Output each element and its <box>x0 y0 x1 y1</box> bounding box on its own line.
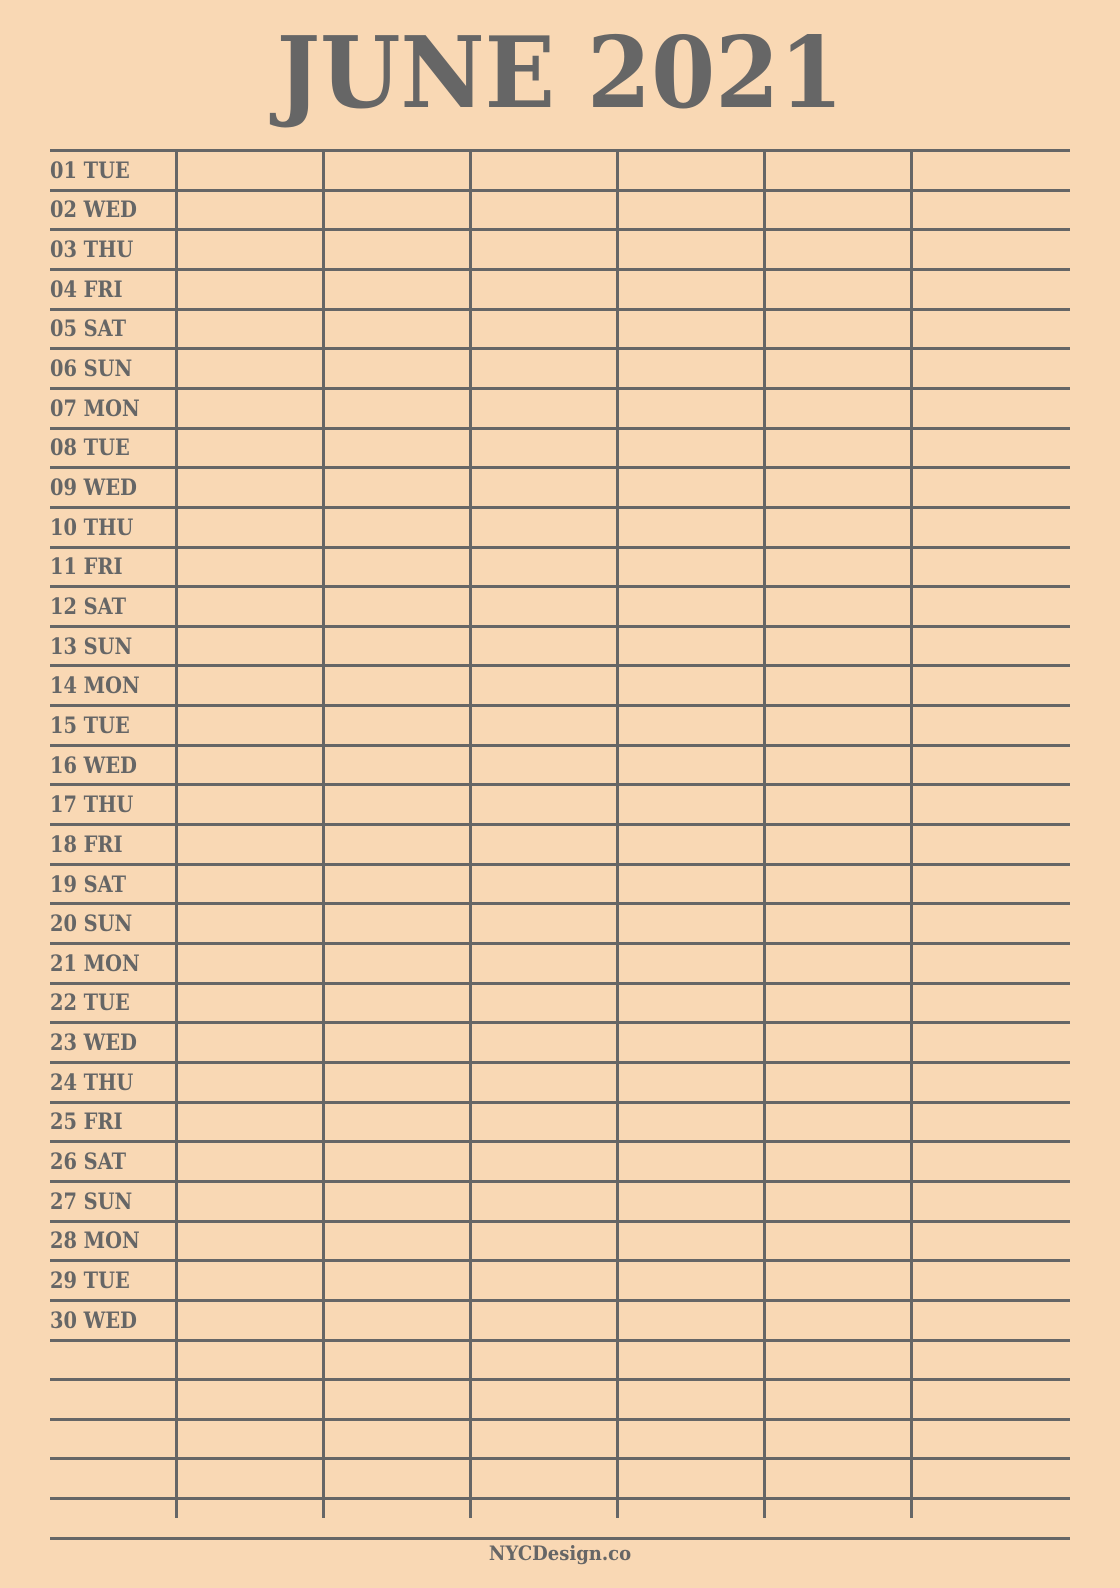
day-label: 07 MON <box>50 396 140 422</box>
row-divider <box>50 823 1070 826</box>
day-label: 21 MON <box>50 951 140 977</box>
day-label: 10 THU <box>50 515 134 541</box>
row-divider <box>50 664 1070 667</box>
row-divider <box>50 744 1070 747</box>
day-label: 29 TUE <box>50 1268 130 1294</box>
day-label: 02 WED <box>50 197 137 223</box>
day-label: 13 SUN <box>50 634 133 660</box>
row-divider <box>50 228 1070 231</box>
row-divider <box>50 982 1070 985</box>
day-label: 24 THU <box>50 1070 134 1096</box>
day-label: 27 SUN <box>50 1189 133 1215</box>
row-divider <box>50 1101 1070 1104</box>
day-label: 12 SAT <box>50 594 127 620</box>
day-label: 04 FRI <box>50 277 123 303</box>
page-title: JUNE 2021 <box>276 16 844 131</box>
day-label: 05 SAT <box>50 316 127 342</box>
row-divider <box>50 506 1070 509</box>
day-label: 09 WED <box>50 475 137 501</box>
day-label: 20 SUN <box>50 911 133 937</box>
day-label: 28 MON <box>50 1228 140 1254</box>
day-label: 08 TUE <box>50 435 130 461</box>
row-divider <box>50 625 1070 628</box>
day-label: 23 WED <box>50 1030 137 1056</box>
day-label: 16 WED <box>50 753 137 779</box>
day-label: 18 FRI <box>50 832 123 858</box>
row-divider <box>50 1180 1070 1183</box>
row-divider <box>50 347 1070 350</box>
row-divider <box>50 942 1070 945</box>
row-divider <box>50 1061 1070 1064</box>
column-divider <box>322 149 325 1518</box>
row-divider <box>50 268 1070 271</box>
row-divider <box>50 1259 1070 1262</box>
row-divider <box>50 546 1070 549</box>
row-divider <box>50 189 1070 192</box>
day-label: 25 FRI <box>50 1109 123 1135</box>
row-divider <box>50 308 1070 311</box>
day-label: 26 SAT <box>50 1149 127 1175</box>
row-divider <box>50 704 1070 707</box>
row-divider <box>50 1537 1070 1540</box>
day-label: 19 SAT <box>50 872 127 898</box>
row-divider <box>50 783 1070 786</box>
row-divider <box>50 1140 1070 1143</box>
day-label: 06 SUN <box>50 356 133 382</box>
footer-credit: NYCDesign.co <box>488 1541 632 1565</box>
column-divider <box>616 149 619 1518</box>
row-divider <box>50 1418 1070 1421</box>
row-divider <box>50 863 1070 866</box>
day-label: 11 FRI <box>50 554 123 580</box>
row-divider <box>50 149 1070 152</box>
row-divider <box>50 1378 1070 1381</box>
row-divider <box>50 1457 1070 1460</box>
row-divider <box>50 1299 1070 1302</box>
row-divider <box>50 902 1070 905</box>
row-divider <box>50 387 1070 390</box>
row-divider <box>50 1220 1070 1223</box>
day-label: 15 TUE <box>50 713 130 739</box>
day-label: 01 TUE <box>50 158 130 184</box>
day-label: 14 MON <box>50 673 140 699</box>
row-divider <box>50 585 1070 588</box>
row-divider <box>50 1021 1070 1024</box>
day-label: 30 WED <box>50 1308 137 1334</box>
day-label: 22 TUE <box>50 990 130 1016</box>
column-divider <box>910 149 913 1518</box>
day-label: 17 THU <box>50 792 134 818</box>
column-divider <box>763 149 766 1518</box>
row-divider <box>50 1339 1070 1342</box>
row-divider <box>50 427 1070 430</box>
column-divider <box>175 149 178 1518</box>
row-divider <box>50 466 1070 469</box>
day-label: 03 THU <box>50 237 134 263</box>
row-divider <box>50 1497 1070 1500</box>
column-divider <box>469 149 472 1518</box>
